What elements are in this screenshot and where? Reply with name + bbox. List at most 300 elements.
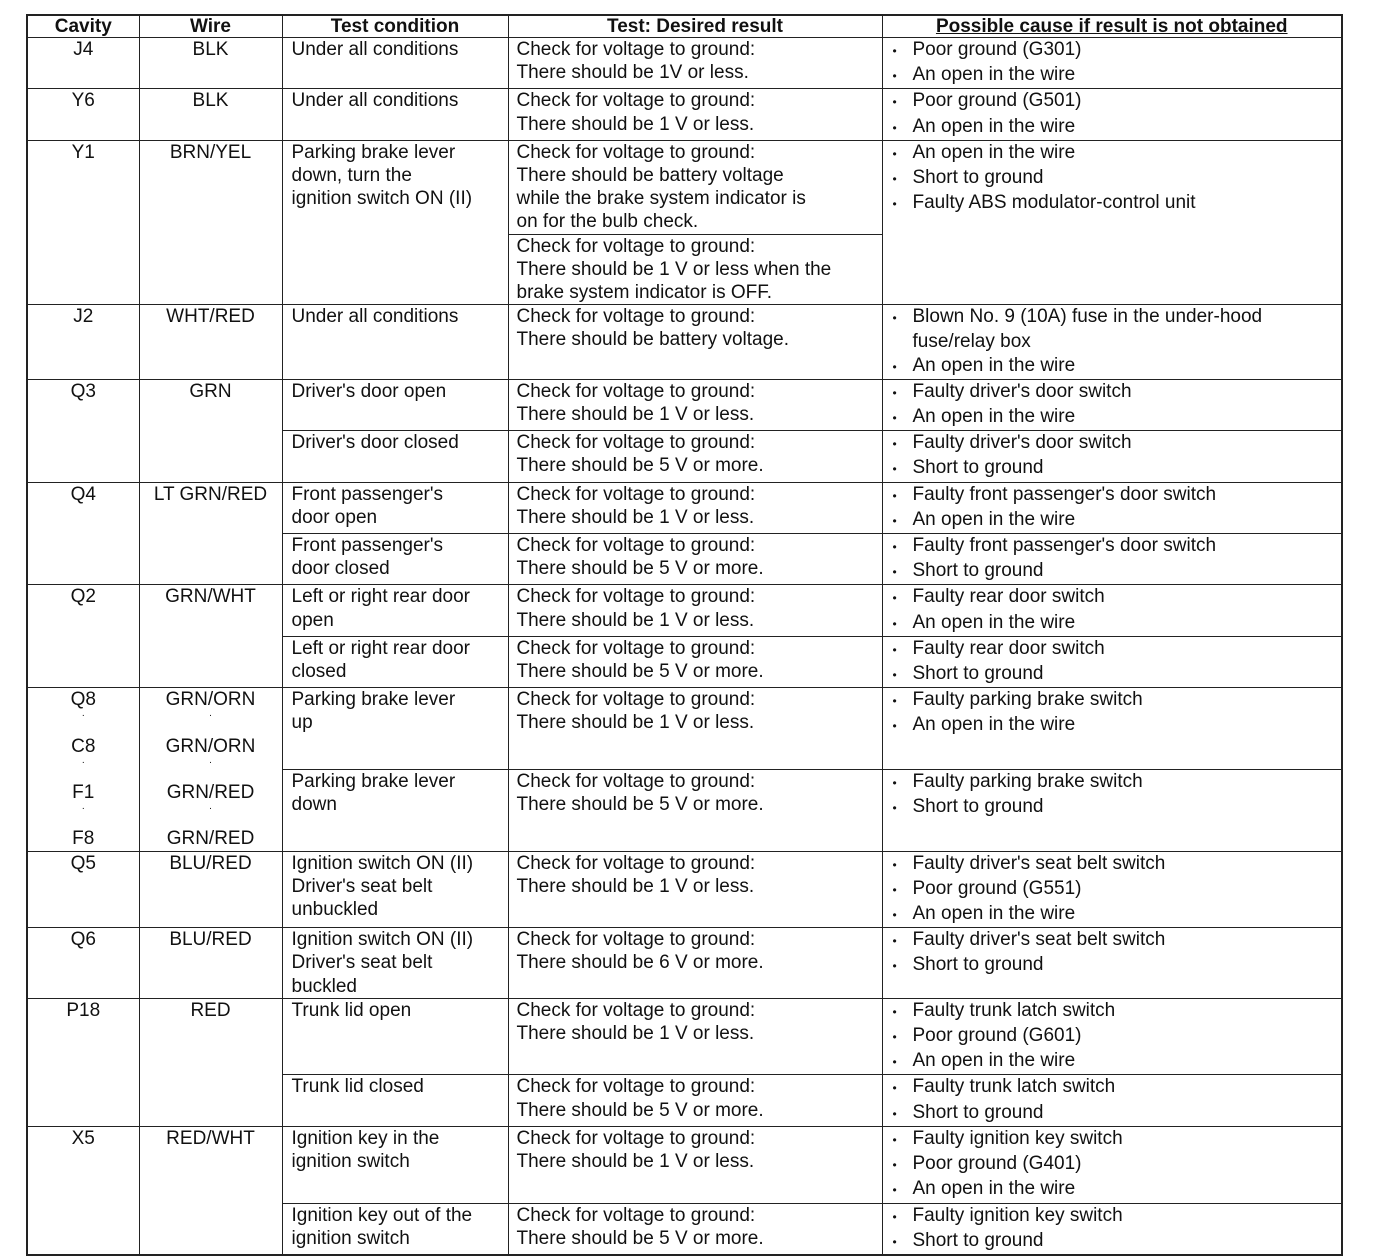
cause-text: Faulty front passenger's door switch <box>912 483 1217 505</box>
cause-text: Faulty driver's seat belt switch <box>912 852 1166 874</box>
wire-cell <box>139 851 282 928</box>
result-line: There should be 5 V or more. <box>516 1227 764 1249</box>
cause-text: An open in the wire <box>912 611 1076 633</box>
header-row <box>27 15 1342 38</box>
condition-line: Ignition switch ON (II) <box>291 929 474 951</box>
table-row <box>27 851 1342 928</box>
cause-item <box>893 928 1342 953</box>
cause-item <box>893 902 1342 927</box>
condition-line: Left or right rear door <box>291 586 470 608</box>
cause-item <box>893 637 1342 662</box>
possible-cause-cell <box>882 585 1342 636</box>
cavity-label: Q8 <box>70 689 96 711</box>
wire-cell <box>139 482 282 585</box>
cause-item <box>893 999 1342 1024</box>
cause-text: Faulty rear door switch <box>912 586 1105 608</box>
bullet-icon: • <box>892 311 897 326</box>
cause-text: Faulty ignition key switch <box>912 1204 1123 1226</box>
table-row <box>27 998 1342 1075</box>
cause-text: An open in the wire <box>912 903 1076 925</box>
cause-item <box>893 141 1342 166</box>
cause-item <box>893 354 1342 379</box>
wire-cell <box>139 688 282 851</box>
desired-result-cell <box>508 482 882 533</box>
bullet-icon: • <box>892 882 897 897</box>
test-table-wrapper <box>26 14 1343 1256</box>
condition-line: ignition switch <box>291 1227 410 1249</box>
desired-result-cell <box>508 305 882 380</box>
cause-text: An open in the wire <box>912 354 1076 376</box>
wire-color: WHT/RED <box>166 306 255 328</box>
desired-result-cell <box>508 585 882 636</box>
possible-cause-cell <box>882 998 1342 1075</box>
cause-item <box>893 1177 1342 1202</box>
cause-text: Poor ground (G501) <box>912 90 1082 112</box>
bullet-icon: • <box>892 591 897 606</box>
bullet-icon: • <box>892 565 897 580</box>
bullet-icon: • <box>892 359 897 374</box>
bullet-icon: • <box>892 934 897 949</box>
header-wire: Wire <box>139 15 282 38</box>
cavity-label: C8 <box>71 735 96 757</box>
condition-line: down <box>291 794 337 816</box>
test-condition-cell <box>282 38 508 89</box>
cavity-label: J4 <box>73 39 94 60</box>
cause-text: An open in the wire <box>912 115 1076 137</box>
condition-line: ignition switch ON (II) <box>291 188 473 210</box>
cause-text: Short to ground <box>912 167 1044 189</box>
condition-line: buckled <box>291 975 357 997</box>
result-line: Check for voltage to ground: <box>516 999 756 1021</box>
result-line: Check for voltage to ground: <box>516 380 756 402</box>
cause-text: Faulty driver's door switch <box>912 380 1132 402</box>
table-row <box>27 38 1342 89</box>
result-line: Check for voltage to ground: <box>516 689 756 711</box>
condition-line: Under all conditions <box>291 306 459 328</box>
wire-color: GRN <box>189 380 232 402</box>
result-line: Check for voltage to ground: <box>516 483 756 505</box>
table-row <box>27 140 1342 234</box>
desired-result-cell <box>508 688 882 770</box>
wire-color: GRN/RED <box>166 782 255 804</box>
condition-line: Ignition switch ON (II) <box>291 852 474 874</box>
desired-result-cell <box>508 636 882 687</box>
bullet-icon: • <box>892 616 897 631</box>
wire-color: RED <box>190 999 231 1021</box>
wire-cell <box>139 1126 282 1255</box>
possible-cause-cell <box>882 38 1342 89</box>
cause-text: Poor ground (G401) <box>912 1153 1082 1175</box>
condition-line: Front passenger's <box>291 483 443 505</box>
wire-color: BLK <box>192 90 229 112</box>
test-condition-cell <box>282 769 508 851</box>
result-line: Check for voltage to ground: <box>516 1127 756 1149</box>
cause-item <box>893 688 1342 713</box>
header-possible-cause: Possible cause if result is not obtained <box>882 15 1342 38</box>
possible-cause-cell <box>882 140 1342 304</box>
cause-text: Poor ground (G601) <box>912 1025 1082 1047</box>
cause-text: Short to ground <box>912 1101 1044 1123</box>
test-condition-cell <box>282 1203 508 1255</box>
desired-result-cell <box>508 1075 882 1126</box>
cause-item <box>893 483 1342 508</box>
separator-dot: · <box>81 803 85 815</box>
condition-line: Front passenger's <box>291 535 443 557</box>
bullet-icon: • <box>892 668 897 683</box>
wire-color: GRN/ORN <box>165 735 256 757</box>
result-line: Check for voltage to ground: <box>516 586 756 608</box>
cavity-label: J2 <box>73 306 94 328</box>
cause-text: An open in the wire <box>912 1178 1076 1200</box>
result-line: brake system indicator is OFF. <box>516 282 773 304</box>
cause-text: Short to ground <box>912 1229 1044 1251</box>
result-line: Check for voltage to ground: <box>516 432 756 454</box>
test-condition-cell <box>282 998 508 1075</box>
cause-text: Blown No. 9 (10A) fuse in the under-hood <box>912 306 1263 328</box>
cause-item <box>893 559 1342 584</box>
bullet-icon: • <box>892 857 897 872</box>
condition-line: up <box>291 712 313 734</box>
cause-item <box>893 953 1342 978</box>
bullet-icon: • <box>892 411 897 426</box>
bullet-icon: • <box>892 540 897 555</box>
result-line: Check for voltage to ground: <box>516 235 756 257</box>
result-line: There should be 6 V or more. <box>516 952 764 974</box>
table-row <box>27 482 1342 533</box>
test-condition-cell <box>282 636 508 687</box>
cavity-cell <box>27 998 139 1126</box>
cause-text: Poor ground (G551) <box>912 877 1082 899</box>
desired-result-cell <box>508 1203 882 1255</box>
result-line: There should be 1 V or less. <box>516 404 755 426</box>
bullet-icon: • <box>892 1081 897 1096</box>
cause-text: Faulty driver's seat belt switch <box>912 929 1166 951</box>
cause-item <box>893 585 1342 610</box>
condition-line: down, turn the <box>291 165 412 187</box>
desired-result-cell <box>508 769 882 851</box>
cause-item <box>893 534 1342 559</box>
cavity-cell <box>27 305 139 380</box>
cause-item <box>893 770 1342 795</box>
table-row <box>27 928 1342 999</box>
table-row <box>27 305 1342 380</box>
cause-text: Faulty ABS modulator-control unit <box>912 192 1196 214</box>
wire-cell <box>139 379 282 482</box>
cause-text: Short to ground <box>912 560 1044 582</box>
cause-item <box>893 63 1342 88</box>
result-line: Check for voltage to ground: <box>516 929 756 951</box>
result-line: There should be 1 V or less. <box>516 1151 755 1173</box>
separator-dot: · <box>208 756 213 768</box>
cause-text: Faulty parking brake switch <box>912 770 1143 792</box>
test-condition-cell <box>282 431 508 482</box>
desired-result-cell <box>508 379 882 430</box>
possible-cause-cell <box>882 305 1342 380</box>
cause-text: Short to ground <box>912 796 1044 818</box>
cavity-label: Q5 <box>70 852 96 874</box>
cavity-cell <box>27 89 139 140</box>
wire-cell <box>139 140 282 304</box>
bullet-icon: • <box>892 1209 897 1224</box>
desired-result-cell <box>508 431 882 482</box>
wire-cell <box>139 585 282 688</box>
result-line: There should be 5 V or more. <box>516 1099 764 1121</box>
header-cavity: Cavity <box>27 15 139 38</box>
cause-text: An open in the wire <box>912 1050 1076 1072</box>
table-row <box>27 379 1342 430</box>
separator-dot: · <box>208 803 213 815</box>
result-line: There should be 1 V or less. <box>516 609 755 631</box>
condition-line: Ignition key out of the <box>291 1204 473 1226</box>
desired-result-cell <box>508 928 882 999</box>
bullet-icon: • <box>892 719 897 734</box>
bullet-icon: • <box>892 462 897 477</box>
condition-line: Trunk lid closed <box>291 1076 424 1098</box>
condition-line: Parking brake lever <box>291 141 456 163</box>
cause-text: Faulty front passenger's door switch <box>912 535 1217 557</box>
condition-line: ignition switch <box>291 1151 410 1173</box>
test-condition-cell <box>282 928 508 999</box>
cause-text: An open in the wire <box>912 406 1076 428</box>
cavity-cell <box>27 38 139 89</box>
desired-result-cell <box>508 998 882 1075</box>
test-condition-cell <box>282 1126 508 1203</box>
test-condition-cell <box>282 534 508 585</box>
condition-line: door open <box>291 506 378 528</box>
possible-cause-cell <box>882 379 1342 430</box>
condition-line: Parking brake lever <box>291 689 456 711</box>
test-condition-cell <box>282 140 508 304</box>
result-line: There should be 1 V or less. <box>516 506 755 528</box>
result-line: There should be 5 V or more. <box>516 455 764 477</box>
test-condition-cell <box>282 688 508 770</box>
possible-cause-cell <box>882 89 1342 140</box>
result-line: Check for voltage to ground: <box>516 637 756 659</box>
result-line: Check for voltage to ground: <box>516 1076 756 1098</box>
condition-line: Ignition key in the <box>291 1127 440 1149</box>
wire-color: RED/WHT <box>166 1127 255 1149</box>
cause-text: Faulty ignition key switch <box>912 1127 1123 1149</box>
cavity-cell <box>27 482 139 585</box>
result-line: Check for voltage to ground: <box>516 39 756 60</box>
bullet-icon: • <box>892 69 897 84</box>
wire-color: LT GRN/RED <box>153 483 268 505</box>
bullet-icon: • <box>892 1030 897 1045</box>
cause-text: Short to ground <box>912 457 1044 479</box>
result-line: Check for voltage to ground: <box>516 1204 756 1226</box>
test-condition-cell <box>282 305 508 380</box>
result-line: Check for voltage to ground: <box>516 306 756 328</box>
wire-cell <box>139 89 282 140</box>
cause-item <box>893 1101 1342 1126</box>
cause-item <box>893 405 1342 430</box>
bullet-icon: • <box>892 1183 897 1198</box>
cause-item <box>893 1229 1342 1254</box>
cavity-cell <box>27 688 139 851</box>
bullet-icon: • <box>892 95 897 110</box>
separator-dot: · <box>81 710 85 722</box>
desired-result-cell <box>508 234 882 305</box>
possible-cause-cell <box>882 851 1342 928</box>
cause-text: Faulty rear door switch <box>912 637 1105 659</box>
table-body <box>27 38 1342 1255</box>
cavity-label: Y6 <box>71 90 95 112</box>
result-line: Check for voltage to ground: <box>516 90 756 112</box>
wire-color: GRN/RED <box>166 828 255 850</box>
cause-item-continued: fuse/relay box <box>912 331 1031 353</box>
cause-item <box>893 508 1342 533</box>
possible-cause-cell <box>882 431 1342 482</box>
result-line: Check for voltage to ground: <box>516 535 756 557</box>
result-line: Check for voltage to ground: <box>516 852 756 874</box>
wire-cell <box>139 928 282 999</box>
cavity-cell <box>27 1126 139 1255</box>
result-line: There should be 1 V or less. <box>516 113 755 135</box>
condition-line: Parking brake lever <box>291 770 456 792</box>
cavity-cell <box>27 140 139 304</box>
cause-item <box>893 713 1342 738</box>
cause-text: Faulty driver's door switch <box>912 432 1132 454</box>
cause-item <box>893 1024 1342 1049</box>
wire-color: BLU/RED <box>169 929 252 951</box>
result-line: There should be 5 V or more. <box>516 661 764 683</box>
bullet-icon: • <box>892 1234 897 1249</box>
bullet-icon: • <box>892 801 897 816</box>
condition-line: Under all conditions <box>291 90 459 112</box>
result-line: There should be 1 V or less. <box>516 1023 755 1045</box>
possible-cause-cell <box>882 928 1342 999</box>
result-line: while the brake system indicator is <box>516 188 806 210</box>
cavity-label: Y1 <box>71 141 95 163</box>
cavity-label: Q6 <box>70 929 96 951</box>
cavity-label: Q3 <box>70 380 96 402</box>
result-line: There should be 1 V or less when the <box>516 258 832 280</box>
bullet-icon: • <box>892 385 897 400</box>
bullet-icon: • <box>892 959 897 974</box>
result-line: There should be battery voltage <box>516 165 784 187</box>
condition-line: Driver's seat belt <box>291 952 433 974</box>
separator-dot: · <box>208 710 213 722</box>
cause-item <box>893 662 1342 687</box>
cavity-cell <box>27 585 139 688</box>
cause-item <box>893 456 1342 481</box>
desired-result-cell <box>508 1126 882 1203</box>
wire-color: GRN/WHT <box>165 586 256 608</box>
cavity-test-table <box>26 14 1343 1256</box>
table-row <box>27 688 1342 770</box>
possible-cause-cell <box>882 688 1342 770</box>
test-condition-cell <box>282 89 508 140</box>
wire-color: BLK <box>192 39 229 60</box>
bullet-icon: • <box>892 120 897 135</box>
cause-item <box>893 166 1342 191</box>
wire-cell <box>139 305 282 380</box>
bullet-icon: • <box>892 908 897 923</box>
condition-line: Driver's door open <box>291 380 447 402</box>
condition-line: Under all conditions <box>291 39 459 60</box>
wire-color: GRN/ORN <box>165 689 256 711</box>
result-line: There should be 1V or less. <box>516 62 749 84</box>
bullet-icon: • <box>892 146 897 161</box>
cause-item <box>893 305 1342 330</box>
cause-item <box>893 1204 1342 1229</box>
possible-cause-cell <box>882 1203 1342 1255</box>
condition-line: closed <box>291 661 347 683</box>
header-desired-result: Test: Desired result <box>508 15 882 38</box>
bullet-icon: • <box>892 1004 897 1019</box>
test-condition-cell <box>282 379 508 430</box>
cause-text: Faulty parking brake switch <box>912 689 1143 711</box>
cause-item <box>893 852 1342 877</box>
bullet-icon: • <box>892 172 897 187</box>
desired-result-cell <box>508 534 882 585</box>
separator-dot: · <box>81 756 85 768</box>
cause-text: Short to ground <box>912 663 1044 685</box>
cavity-label: Q4 <box>70 483 96 505</box>
cause-item <box>893 611 1342 636</box>
table-row <box>27 89 1342 140</box>
table-row <box>27 585 1342 636</box>
possible-cause-cell <box>882 534 1342 585</box>
desired-result-cell <box>508 38 882 89</box>
bullet-icon: • <box>892 1132 897 1147</box>
cause-item <box>893 877 1342 902</box>
test-condition-cell <box>282 585 508 636</box>
result-line: There should be battery voltage. <box>516 329 790 351</box>
cause-item <box>893 89 1342 114</box>
cavity-label: F8 <box>72 828 95 850</box>
cause-item <box>893 380 1342 405</box>
bullet-icon: • <box>892 775 897 790</box>
bullet-icon: • <box>892 694 897 709</box>
result-line: There should be 5 V or more. <box>516 558 764 580</box>
result-line: Check for voltage to ground: <box>516 141 756 163</box>
bullet-icon: • <box>892 1055 897 1070</box>
condition-line: Trunk lid open <box>291 999 412 1021</box>
test-condition-cell <box>282 1075 508 1126</box>
bullet-icon: • <box>892 1158 897 1173</box>
result-line: There should be 1 V or less. <box>516 712 755 734</box>
possible-cause-cell <box>882 636 1342 687</box>
bullet-icon: • <box>892 1106 897 1121</box>
cause-text: Faulty trunk latch switch <box>912 1076 1116 1098</box>
bullet-icon: • <box>892 437 897 452</box>
cause-text: Poor ground (G301) <box>912 39 1082 60</box>
cavity-cell <box>27 928 139 999</box>
condition-line: Driver's door closed <box>291 432 459 454</box>
cause-item <box>893 38 1342 63</box>
cause-item <box>893 1049 1342 1074</box>
bullet-icon: • <box>892 642 897 657</box>
cause-text: An open in the wire <box>912 714 1076 736</box>
cause-item <box>893 795 1342 820</box>
wire-color: BLU/RED <box>169 852 252 874</box>
possible-cause-cell <box>882 482 1342 533</box>
table-row <box>27 1126 1342 1203</box>
cause-item <box>893 1152 1342 1177</box>
cause-item <box>893 191 1342 216</box>
condition-line: unbuckled <box>291 899 379 921</box>
bullet-icon: • <box>892 488 897 503</box>
cause-item <box>893 431 1342 456</box>
result-line: on for the bulb check. <box>516 211 699 233</box>
result-line: There should be 5 V or more. <box>516 794 764 816</box>
condition-line: door closed <box>291 558 390 580</box>
bullet-icon: • <box>892 44 897 58</box>
header-test-condition: Test condition <box>282 15 508 38</box>
condition-line: Left or right rear door <box>291 637 470 659</box>
bullet-icon: • <box>892 513 897 528</box>
